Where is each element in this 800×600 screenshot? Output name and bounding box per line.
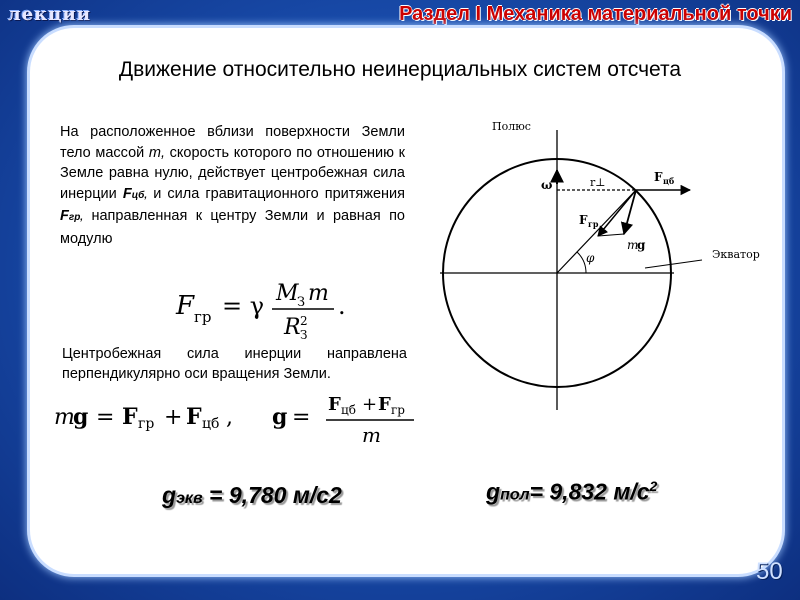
g-equator (162, 482, 342, 509)
f2-num-sub-cb: цб (341, 403, 356, 417)
section-title: Раздел I Механика материальной точки (399, 3, 792, 25)
f2-num-plus: + (362, 394, 378, 415)
f2-F2: F (186, 404, 202, 430)
lectures-label: лекции (8, 4, 92, 25)
p1-text-2: скорость которого по отношению к Земле равна нулю, действует центробежная сила инерции (60, 144, 405, 202)
g-pole-sup: 2 (649, 478, 658, 494)
parallelogram-line (598, 234, 624, 236)
f-gr-label: F (579, 213, 588, 227)
f1-num-sub: З (297, 295, 306, 310)
f2-g2: g (272, 404, 288, 430)
p1-F-sub-gr: гр, (68, 212, 84, 223)
top-bar (0, 0, 800, 28)
p1-text-1: На расположенное вблизи поверхности Земли тело массой (60, 124, 405, 161)
f2-g: g (73, 404, 89, 430)
g-pole-symbol: g (486, 478, 501, 505)
r-perp-label: r⊥ (590, 176, 606, 189)
g-pole-sub: пол (500, 486, 530, 504)
paragraph-2: Центробежная сила инерции направлена перпендикулярно оси вращения Земли. (62, 346, 407, 382)
f2-den-m: m (362, 423, 381, 447)
f2-F2-sub: цб (202, 416, 220, 432)
f1-F: F (176, 291, 195, 321)
equator-pointer (645, 260, 702, 268)
p1-text-4: направленная к центру Земли и равная по модулю (60, 208, 405, 247)
g-equator-value: = 9,780 м/с2 (202, 482, 342, 508)
f1-den-sup: 2 (300, 314, 308, 328)
f-gr-sub: гр (588, 219, 599, 229)
earth-diagram (440, 118, 770, 418)
f2-plus: + (164, 405, 183, 430)
f1-dot: . (338, 292, 346, 320)
p1-F-symbol-1: F (122, 185, 132, 202)
f2-comma: , (226, 405, 233, 430)
f2-F1-sub: гр (138, 416, 155, 432)
f2-eq-1: = (96, 405, 115, 430)
f-cb-sub: цб (663, 176, 675, 186)
slide-title: Движение относительно неинерциальных систем отсчета (118, 58, 682, 81)
f1-F-sub: гр (194, 308, 212, 326)
g-equator-symbol: g (162, 482, 177, 508)
phi-arc (577, 252, 586, 273)
g-pole-value: = 9,832 м/с (529, 478, 650, 505)
f2-num-F1: F (328, 394, 341, 415)
p1-mass-symbol: m, (148, 144, 166, 161)
mg-g-label: g (637, 238, 646, 252)
g-pole (486, 478, 657, 506)
f1-eq-gamma: = γ (222, 292, 265, 320)
phi-label: φ (586, 251, 595, 265)
p1-text-3: и сила гравитационного притяжения (147, 185, 405, 202)
pole-label: Полюс (492, 120, 531, 133)
f2-num-sub-gr: гр (391, 403, 405, 417)
mg-label: m (627, 238, 639, 252)
f1-den-R: R (284, 315, 301, 340)
page-number: 50 (756, 558, 783, 585)
paragraph-1 (60, 122, 405, 249)
g-equator-sub: экв (176, 490, 203, 507)
f2-num-F2: F (378, 394, 391, 415)
f-cb-label: F (654, 170, 663, 184)
equator-label: Экватор (712, 248, 760, 261)
omega-label: ω (541, 178, 553, 192)
f1-den-sub: З (300, 328, 308, 342)
f2-F1: F (122, 404, 138, 430)
mg-formula (52, 390, 452, 450)
p1-F-symbol-2: F (60, 208, 69, 224)
f1-num-m: m (308, 281, 329, 306)
f2-m: m (54, 405, 75, 430)
p1-F-sub-cb: цб, (131, 189, 148, 201)
f1-num-M: M (276, 281, 299, 306)
f2-eq-2: = (292, 405, 311, 430)
gravity-formula (172, 270, 362, 342)
